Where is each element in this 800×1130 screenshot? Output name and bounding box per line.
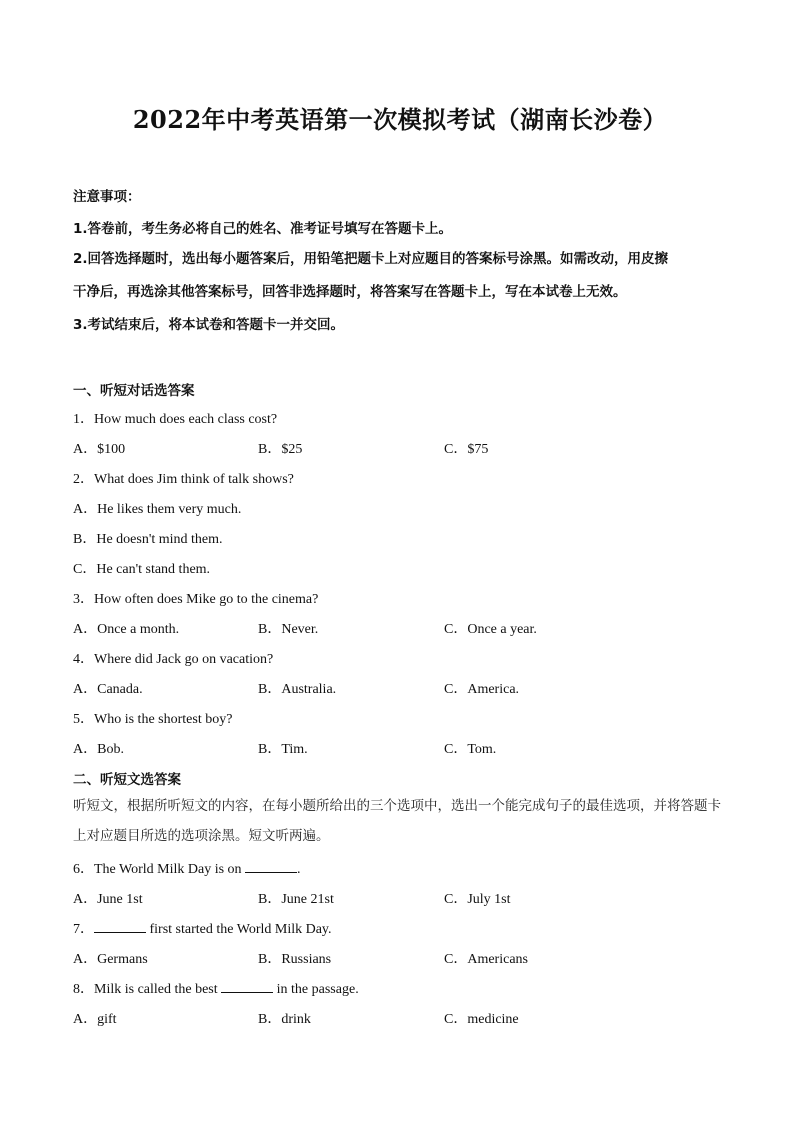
question-1: 1．How much does each class cost? (73, 412, 278, 427)
question-7 (73, 918, 332, 938)
q7-option-a: A．Germans (73, 952, 148, 967)
q7-stem-after: first started the World Milk Day. (146, 922, 332, 937)
q6-option-b: B．June 21st (258, 892, 334, 907)
q8-option-a: A．gift (73, 1012, 117, 1027)
q7-option-c: C．Americans (444, 952, 528, 967)
section-2-heading: 二、听短文选答案 (73, 772, 181, 788)
q5-option-c: C．Tom. (444, 742, 497, 757)
q1-option-a: A．$100 (73, 442, 126, 457)
q7-blank (94, 920, 146, 933)
question-3: 3．How often does Mike go to the cinema? (73, 592, 319, 607)
question-6 (73, 858, 301, 878)
q6-stem-before: 6．The World Milk Day is on (73, 862, 246, 877)
q7-option-b: B．Russians (258, 952, 332, 967)
q8-option-b: B．drink (258, 1012, 311, 1027)
page-title: 2022年中考英语第一次模拟考试（湖南长沙卷） (132, 105, 668, 134)
q4-option-b: B．Australia. (258, 682, 337, 697)
section-1-heading: 一、听短对话选答案 (73, 383, 195, 399)
q8-option-c: C．medicine (444, 1012, 519, 1027)
section-2-instructions: 听短文，根据所听短文的内容，在每小题所给出的三个选项中，选出一个能完成句子的最佳选项，并将答题卡上对应题目所选的选项涂黑。短文听两遍。 (73, 798, 721, 844)
q6-option-a: A．June 1st (73, 892, 143, 907)
q3-option-a: A．Once a month. (73, 622, 180, 637)
q2-option-b: B．He doesn't mind them. (73, 532, 223, 547)
question-5: 5．Who is the shortest boy? (73, 712, 233, 727)
q4-option-c: C．America. (444, 682, 520, 697)
question-2: 2．What does Jim think of talk shows? (73, 472, 294, 487)
q8-stem-before: 8．Milk is called the best (73, 982, 222, 997)
q3-option-c: C．Once a year. (444, 622, 537, 637)
q5-option-a: A．Bob. (73, 742, 124, 757)
q6-option-c: C．July 1st (444, 892, 511, 907)
q8-blank (221, 980, 273, 993)
notice-item-2-line-1: 2.回答选择题时，选出每小题答案后，用铅笔把题卡上对应题目的答案标号涂黑。如需改动，用皮擦 (73, 251, 669, 267)
question-4: 4．Where did Jack go on vacation? (73, 652, 274, 667)
q5-option-b: B．Tim. (258, 742, 308, 757)
q2-option-a: A．He likes them very much. (73, 502, 242, 517)
notice-item-2-line-2: 干净后，再选涂其他答案标号，回答非选择题时，将答案写在答题卡上，写在本试卷上无效。 (73, 284, 627, 300)
q1-option-b: B．$25 (258, 442, 303, 457)
q1-option-c: C．$75 (444, 442, 489, 457)
q8-stem-after: in the passage. (273, 982, 359, 997)
notice-item-3: 3.考试结束后，将本试卷和答题卡一并交回。 (73, 317, 345, 333)
question-8 (73, 978, 359, 998)
q6-stem-after: . (297, 862, 301, 877)
notice-heading: 注意事项： (73, 189, 141, 205)
q6-blank (245, 860, 297, 873)
q4-option-a: A．Canada. (73, 682, 143, 697)
notice-item-1: 1.答卷前，考生务必将自己的姓名、准考证号填写在答题卡上。 (73, 221, 453, 237)
q2-option-c: C．He can't stand them. (73, 562, 211, 577)
q3-option-b: B．Never. (258, 622, 319, 637)
q7-stem-before: 7． (73, 922, 94, 937)
